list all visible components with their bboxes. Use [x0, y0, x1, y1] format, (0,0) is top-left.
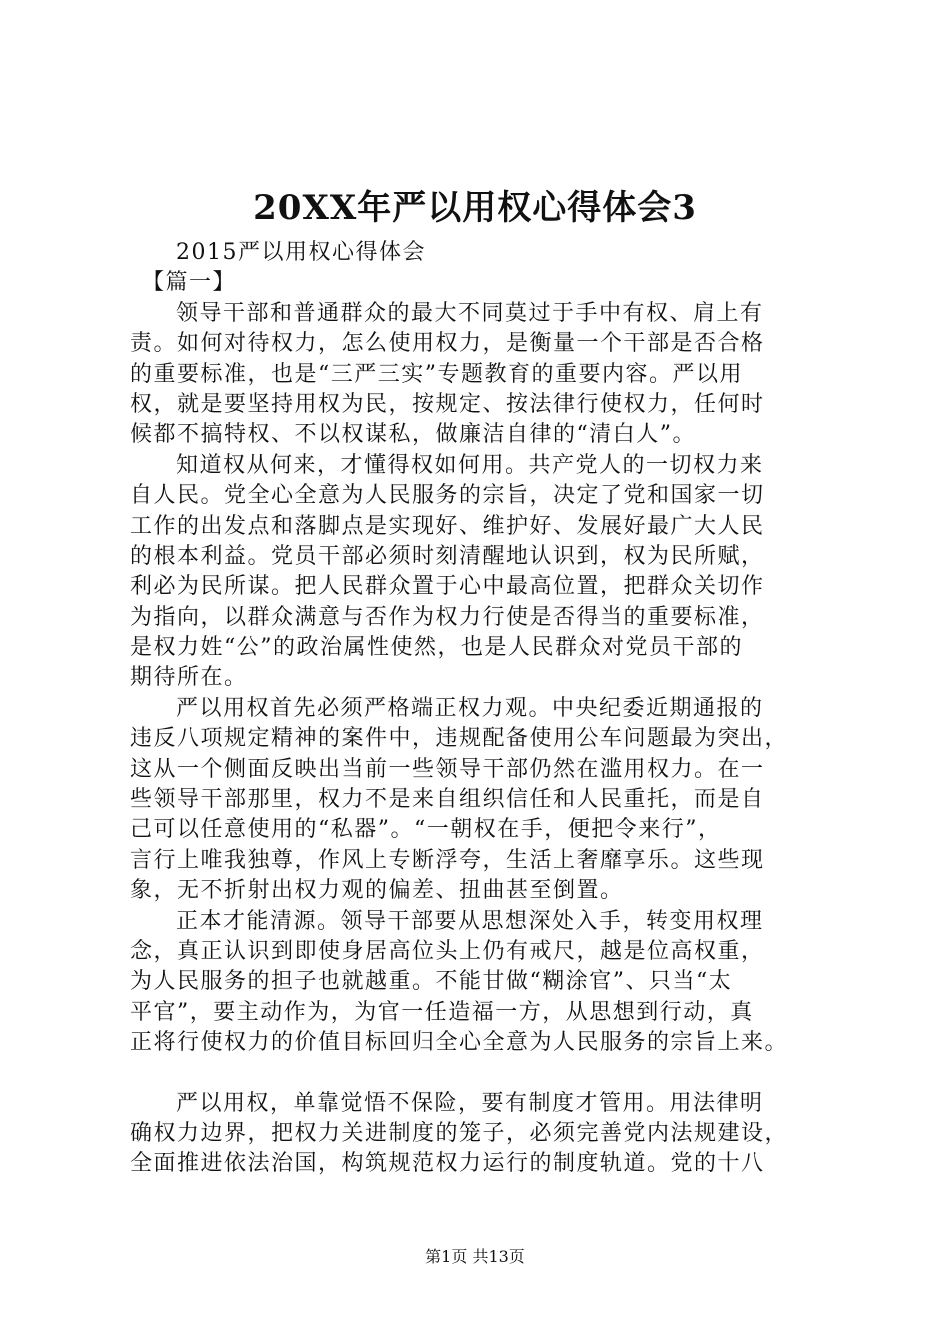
paragraph-line: 些领导干部那里，权力不是来自组织信任和人民重托，而是自 — [130, 787, 765, 813]
document-subtitle: 2015严以用权心得体会 — [176, 240, 426, 265]
paragraph-2 — [130, 451, 830, 694]
paragraph-line: 确权力边界，把权力关进制度的笼子，必须完善党内法规建设， — [130, 1120, 789, 1146]
paragraph-line: 违反八项规定精神的案件中，违规配备使用公车问题最为突出， — [130, 726, 789, 752]
paragraph-line: 的根本利益。党员干部必须时刻清醒地认识到，权为民所赋， — [130, 543, 765, 569]
paragraph-line: 这从一个侧面反映出当前一些领导干部仍然在滥用权力。在一 — [130, 756, 765, 782]
document-title: 20XX年严以用权心得体会3 — [253, 188, 697, 228]
paragraph-4 — [130, 907, 830, 1059]
paragraph-line: 严以用权首先必须严格端正权力观。中央纪委近期通报的 — [176, 695, 764, 721]
paragraph-line: 自人民。党全心全意为人民服务的宗旨，决定了党和国家一切 — [130, 483, 765, 509]
paragraph-line: 利必为民所谋。把人民群众置于心中最高位置，把群众关切作 — [130, 574, 765, 600]
paragraph-5 — [130, 1089, 830, 1180]
paragraph-1 — [130, 299, 830, 451]
paragraph-line: 为人民服务的担子也就越重。不能甘做“糊涂官”、只当“太 — [130, 969, 733, 995]
paragraph-line: 候都不搞特权、不以权谋私，做廉洁自律的“清白人”。 — [130, 422, 696, 448]
paragraph-3 — [130, 694, 830, 907]
paragraph-line: 知道权从何来，才懂得权如何用。共产党人的一切权力来 — [176, 452, 764, 478]
paragraph-line: 言行上唯我独尊，作风上专断浮夸，生活上奢靡享乐。这些现 — [130, 847, 765, 873]
paragraph-line: 责。如何对待权力，怎么使用权力，是衡量一个干部是否合格 — [130, 331, 765, 357]
paragraph-line: 严以用权，单靠觉悟不保险，要有制度才管用。用法律明 — [176, 1090, 764, 1116]
document-body — [130, 238, 830, 1180]
paragraph-line: 为指向，以群众满意与否作为权力行使是否得当的重要标准， — [130, 604, 765, 630]
paragraph-line: 平官”，要主动作为，为官一任造福一方，从思想到行动，真 — [130, 999, 754, 1025]
paragraph-line: 全面推进依法治国，构筑规范权力运行的制度轨道。党的十八 — [130, 1151, 765, 1177]
paragraph-line: 象，无不折射出权力观的偏差、扭曲甚至倒置。 — [130, 878, 624, 904]
paragraph-line: 念，真正认识到即使身居高位头上仍有戒尺，越是位高权重， — [130, 938, 765, 964]
paragraph-line: 期待所在。 — [130, 665, 248, 691]
paragraph-line: 正将行使权力的价值目标回归全心全意为人民服务的宗旨上来。 — [130, 1030, 789, 1056]
paragraph-spacer — [130, 1059, 830, 1089]
paragraph-line: 正本才能清源。领导干部要从思想深处入手，转变用权理 — [176, 908, 764, 934]
paragraph-line: 工作的出发点和落脚点是实现好、维护好、发展好最广大人民 — [130, 513, 765, 539]
paragraph-line: 己可以任意使用的“私器”。“一朝权在手，便把令来行”， — [130, 817, 722, 843]
paragraph-line: 权，就是要坚持用权为民，按规定、按法律行使权力，任何时 — [130, 391, 765, 417]
paragraph-line: 是权力姓“公”的政治属性使然，也是人民群众对党员干部的 — [130, 635, 743, 661]
paragraph-line: 的重要标准，也是“三严三实”专题教育的重要内容。严以用 — [130, 361, 743, 387]
paragraph-line: 领导干部和普通群众的最大不同莫过于手中有权、肩上有 — [176, 300, 764, 326]
page-footer: 第1页 共13页 — [425, 1247, 525, 1266]
section-label: 【篇一】 — [142, 270, 237, 296]
